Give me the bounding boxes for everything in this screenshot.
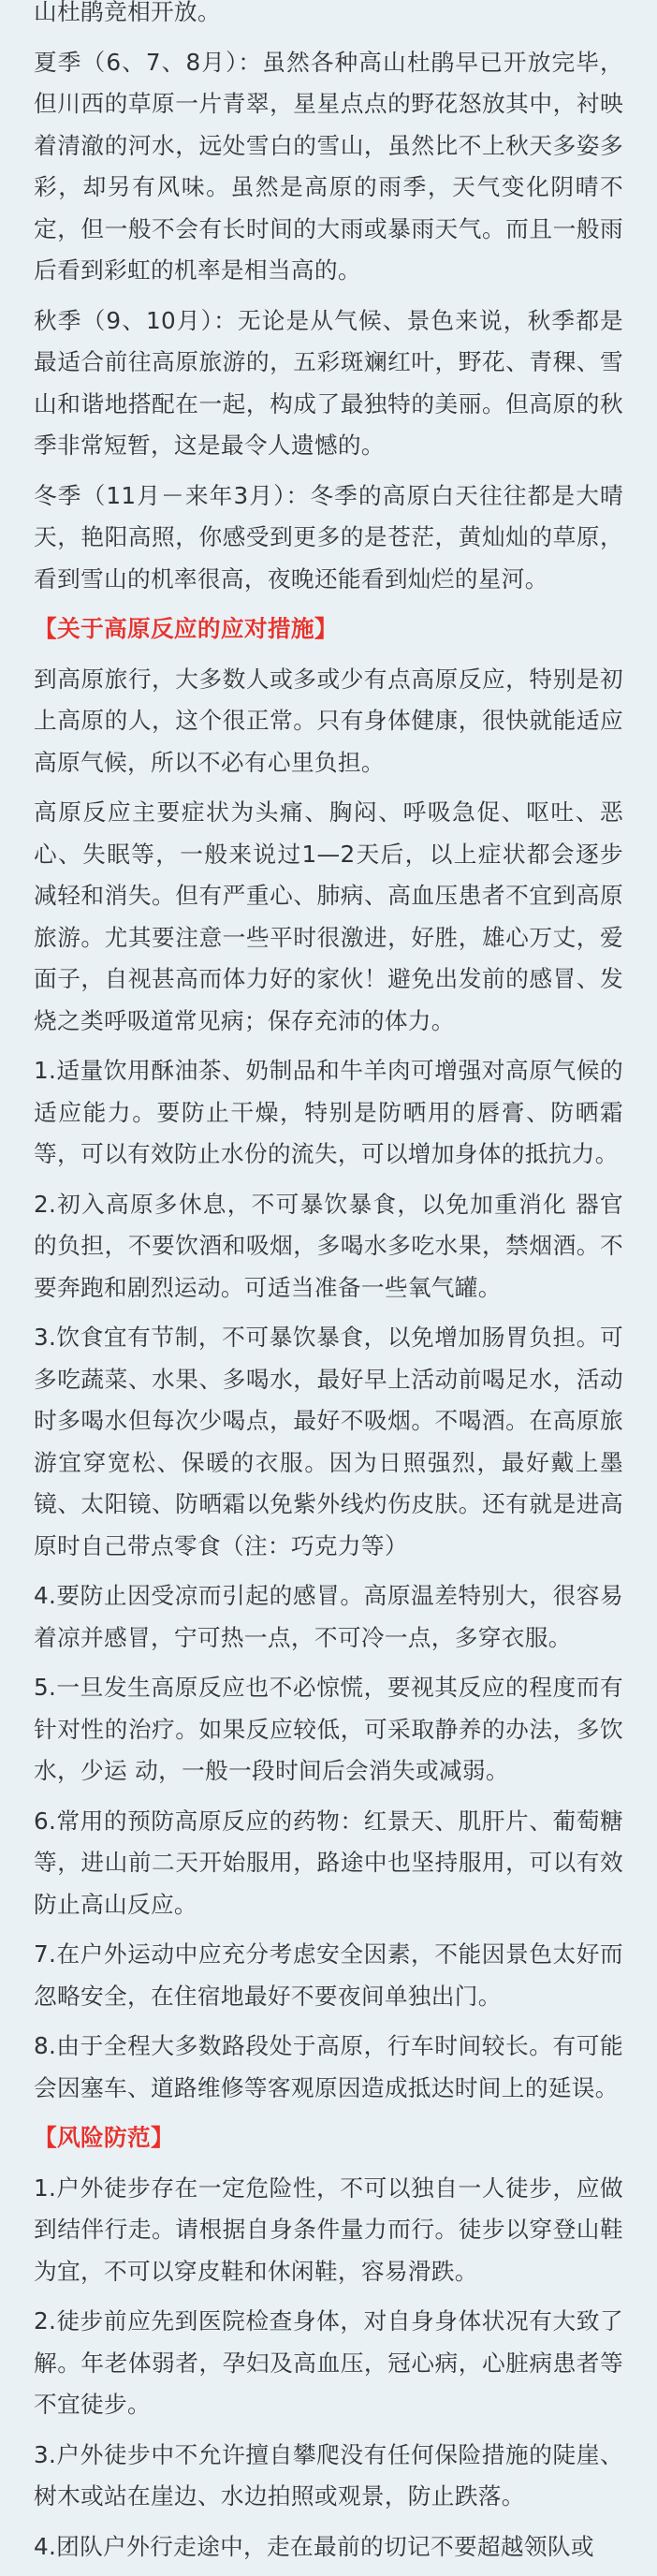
risk-tip-4: 4.团队户外行走途中，走在最前的切记不要超越领队或 xyxy=(34,2532,594,2560)
altitude-tip-7: 7.在户外运动中应充分考虑安全因素，不能因景色太好而忽略安全，在住宿地最好不要夜间单独出门。 xyxy=(34,1940,623,2010)
risk-tip-3: 3.户外徒步中不允许擅自攀爬没有任何保险措施的陡崖、树木或站在崖边、水边拍照或观景，防止跌落。 xyxy=(34,2440,623,2510)
winter-paragraph: 冬季（11月－来年3月）：冬季的高原白天往往都是大晴天，艳阳高照，你感受到更多的是苍茫，黄灿灿的草原，看到雪山的机率很高，夜晚还能看到灿烂的星河。 xyxy=(34,481,623,593)
altitude-tip-8: 8.由于全程大多数路段处于高原，行车时间较长。有可能会因塞车、道路维修等客观原因造成抵达时间上的延误。 xyxy=(34,2032,623,2101)
altitude-sickness-heading: 【关于高原反应的应对措施】 xyxy=(34,615,338,642)
altitude-tip-3: 3.饮食宜有节制，不可暴饮暴食，以免增加肠胃负担。可多吃蔬菜、水果、多喝水，最好早上活动前喝足水，活动时多喝水但每次少喝点，最好不吸烟。不喝酒。在高原旅游宜穿宽松、保暖的衣服。因为日照强烈，最好戴上墨镜、太阳镜、防晒霜以免紫外线灼伤皮肤。还有就是进高原时自己带点零食（注：巧克力等） xyxy=(34,1324,623,1559)
altitude-tip-5: 5.一旦发生高原反应也不必惊慌，要视其反应的程度而有针对性的治疗。如果反应较低，可采取静养的办法，多饮水，少运 动，一般一段时间后会消失或减弱。 xyxy=(34,1674,623,1784)
altitude-intro-paragraph: 到高原旅行，大多数人或多或少有点高原反应，特别是初上高原的人，这个很正常。只有身体健康，很快就能适应高原气候，所以不必有心里负担。 xyxy=(34,665,623,776)
risk-tip-1: 1.户外徒步存在一定危险性，不可以独自一人徒步，应做到结伴行走。请根据自身条件量力而行。徒步以穿登山鞋为宜，不可以穿皮鞋和休闲鞋，容易滑跌。 xyxy=(34,2174,623,2285)
altitude-tip-6: 6.常用的预防高原反应的药物：红景天、肌肝片、葡萄糖等，进山前二天开始服用，路途中也坚持服用，可以有效防止高山反应。 xyxy=(34,1807,623,1918)
article-body xyxy=(34,0,623,2576)
altitude-tip-2: 2.初入高原多休息，不可暴饮暴食，以免加重消化 器官的负担，不要饮酒和吸烟，多喝水多吃水果，禁烟酒。不要奔跑和剧烈运动。可适当准备一些氧气罐。 xyxy=(34,1190,623,1301)
altitude-tip-4: 4.要防止因受凉而引起的感冒。高原温差特别大，很容易着凉并感冒，宁可热一点，不可冷一点，多穿衣服。 xyxy=(34,1582,623,1651)
summer-paragraph: 夏季（6、7、8月）：虽然各种高山杜鹃早已开放完毕，但川西的草原一片青翠，星星点点的野花怒放其中，衬映着清澈的河水，远处雪白的雪山，虽然比不上秋天多姿多彩，却另有风味。虽然是高原的雨季，天气变化阴晴不定，但一般不会有长时间的大雨或暴雨天气。而且一般雨后看到彩虹的机率是相当高的。 xyxy=(34,48,623,284)
autumn-paragraph: 秋季（9、10月）：无论是从气候、景色来说，秋季都是最适合前往高原旅游的，五彩斑斓红叶，野花、青稞、雪山和谐地搭配在一起，构成了最独特的美丽。但高原的秋季非常短暂，这是最令人遗憾的。 xyxy=(34,306,623,459)
altitude-symptoms-paragraph: 高原反应主要症状为头痛、胸闷、呼吸急促、呕吐、恶心、失眠等，一般来说过1—2天后，以上症状都会逐步减轻和消失。但有严重心、肺病、高血压患者不宜到高原旅游。尤其要注意一些平时很激进，好胜，雄心万丈，爱面子，自视甚高而体力好的家伙！避免出发前的感冒、发烧之类呼吸道常见病；保存充沛的体力。 xyxy=(34,798,623,1034)
altitude-tip-1: 1.适量饮用酥油茶、奶制品和牛羊肉可增强对高原气候的适应能力。要防止干燥，特别是防晒用的唇膏、防晒霜等，可以有效防止水份的流失，可以增加身体的抵抗力。 xyxy=(34,1057,623,1167)
risk-prevention-heading: 【风险防范】 xyxy=(34,2124,174,2151)
spring-tail-paragraph: 山杜鹃竞相开放。 xyxy=(34,0,221,25)
risk-tip-2: 2.徒步前应先到医院检查身体，对自身身体状况有大致了解。年老体弱者，孕妇及高血压，冠心病，心脏病患者等不宜徒步。 xyxy=(34,2307,623,2418)
